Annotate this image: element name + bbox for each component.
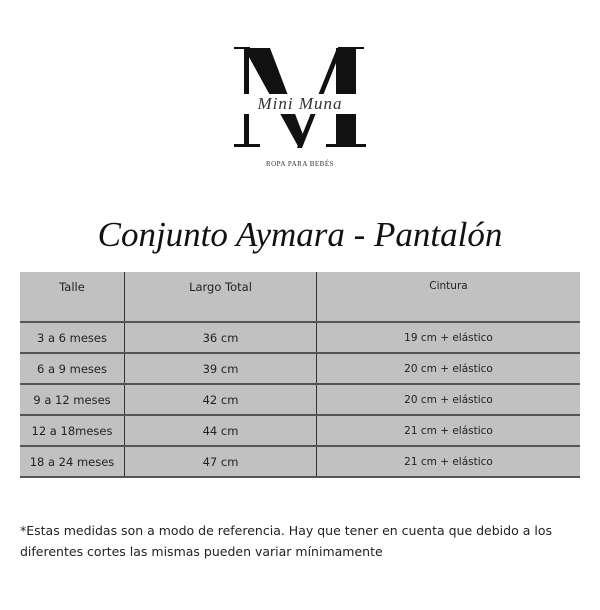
- cell-talle: 12 a 18meses: [20, 415, 125, 446]
- table-row: [20, 384, 580, 415]
- cell-talle: 18 a 24 meses: [20, 446, 125, 477]
- table-header-row: [20, 272, 580, 322]
- cell-largo-total: 39 cm: [125, 353, 317, 384]
- logo-script-name: Mini Muna: [257, 94, 343, 113]
- disclaimer-note: *Estas medidas son a modo de referencia. Hay que tener en cuenta que debido a los diferentes cortes las mismas pueden variar mínimamente: [20, 523, 552, 559]
- header-cintura: Cintura: [429, 280, 468, 292]
- cell-cintura: 20 cm + elástico: [317, 384, 581, 415]
- header-talle: Talle: [20, 272, 125, 322]
- cell-cintura: 19 cm + elástico: [317, 322, 581, 353]
- page-title: Conjunto Aymara - Pantalón: [97, 215, 503, 254]
- table-row: [20, 446, 580, 477]
- size-table: [20, 272, 580, 478]
- table-row: [20, 415, 580, 446]
- brand-logo: [230, 44, 370, 174]
- cell-cintura: 21 cm + elástico: [317, 446, 581, 477]
- size-table-body: [20, 322, 580, 477]
- cell-largo-total: 36 cm: [125, 322, 317, 353]
- cell-cintura: 20 cm + elástico: [317, 353, 581, 384]
- cell-talle: 9 a 12 meses: [20, 384, 125, 415]
- cell-talle: 3 a 6 meses: [20, 322, 125, 353]
- table-row: [20, 353, 580, 384]
- cell-largo-total: 42 cm: [125, 384, 317, 415]
- cell-talle: 6 a 9 meses: [20, 353, 125, 384]
- cell-largo-total: 44 cm: [125, 415, 317, 446]
- table-row: [20, 322, 580, 353]
- header-largo-total: Largo Total: [125, 272, 317, 322]
- cell-cintura: 21 cm + elástico: [317, 415, 581, 446]
- logo-tagline: ROPA PARA BEBÉS: [265, 160, 335, 168]
- cell-largo-total: 47 cm: [125, 446, 317, 477]
